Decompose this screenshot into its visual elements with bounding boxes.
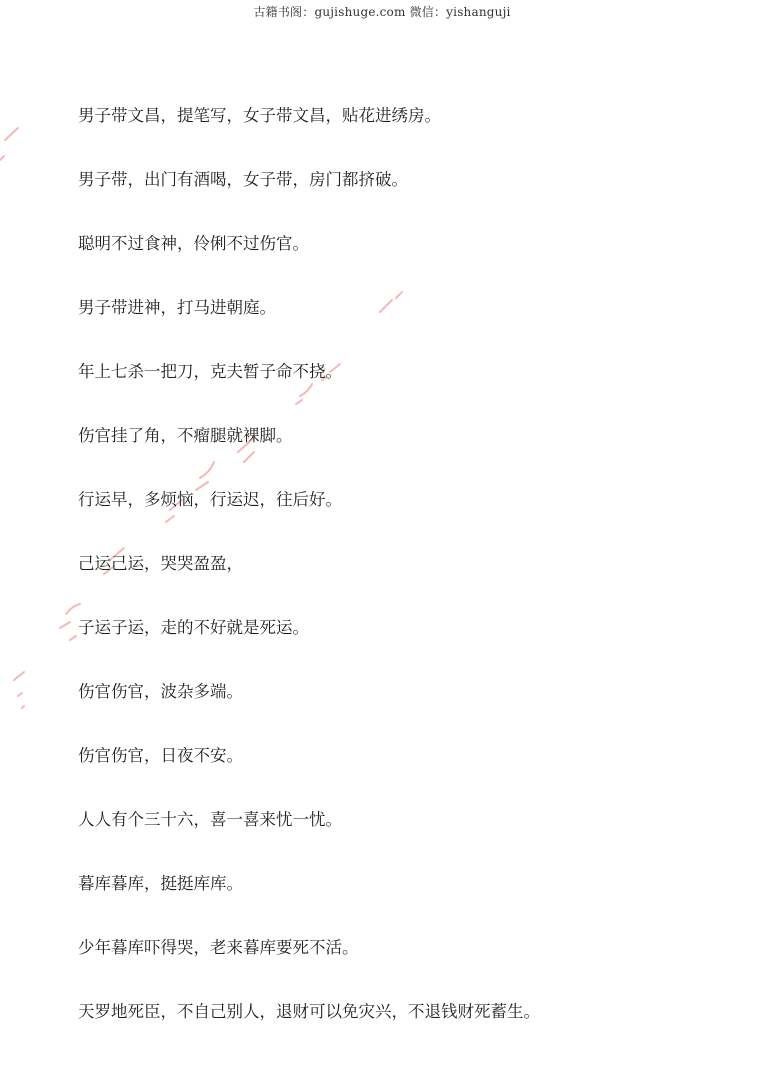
verse-line: 伤官伤官，波杂多端。: [78, 682, 243, 701]
verse-line: 男子带，出门有酒喝，女子带，房门都挤破。: [78, 170, 408, 189]
verse-line: 行运早，多烦恼，行运迟，往后好。: [78, 490, 342, 509]
verse-line: 伤官挂了角，不瘤腿就裸脚。: [78, 426, 293, 445]
verse-line: 天罗地死臣，不自己别人，退财可以免灾兴，不退钱财死蓄生。: [78, 1002, 540, 1021]
verse-line: 己运己运，哭哭盈盈，: [78, 554, 243, 573]
verse-line: 聪明不过食神，伶俐不过伤官。: [78, 234, 309, 253]
verse-line: 暮库暮库，挺挺库库。: [78, 874, 243, 893]
verse-line: 男子带文昌，提笔写，女子带文昌，贴花进绣房。: [78, 106, 441, 125]
verse-line: 伤官伤官，日夜不安。: [78, 746, 243, 765]
verse-line: 少年暮库吓得哭，老来暮库要死不活。: [78, 938, 359, 957]
verse-line: 人人有个三十六，喜一喜来忧一忧。: [78, 810, 342, 829]
page-header: 古籍书阁：gujishuge.com 微信：yishanguji: [253, 5, 511, 19]
verse-line: 年上七杀一把刀，克夫暂子命不挠。: [78, 362, 342, 381]
verse-line: 子运子运，走的不好就是死运。: [78, 618, 309, 637]
verse-line: 男子带进神，打马进朝庭。: [78, 298, 276, 317]
verse-list: [78, 100, 718, 1060]
